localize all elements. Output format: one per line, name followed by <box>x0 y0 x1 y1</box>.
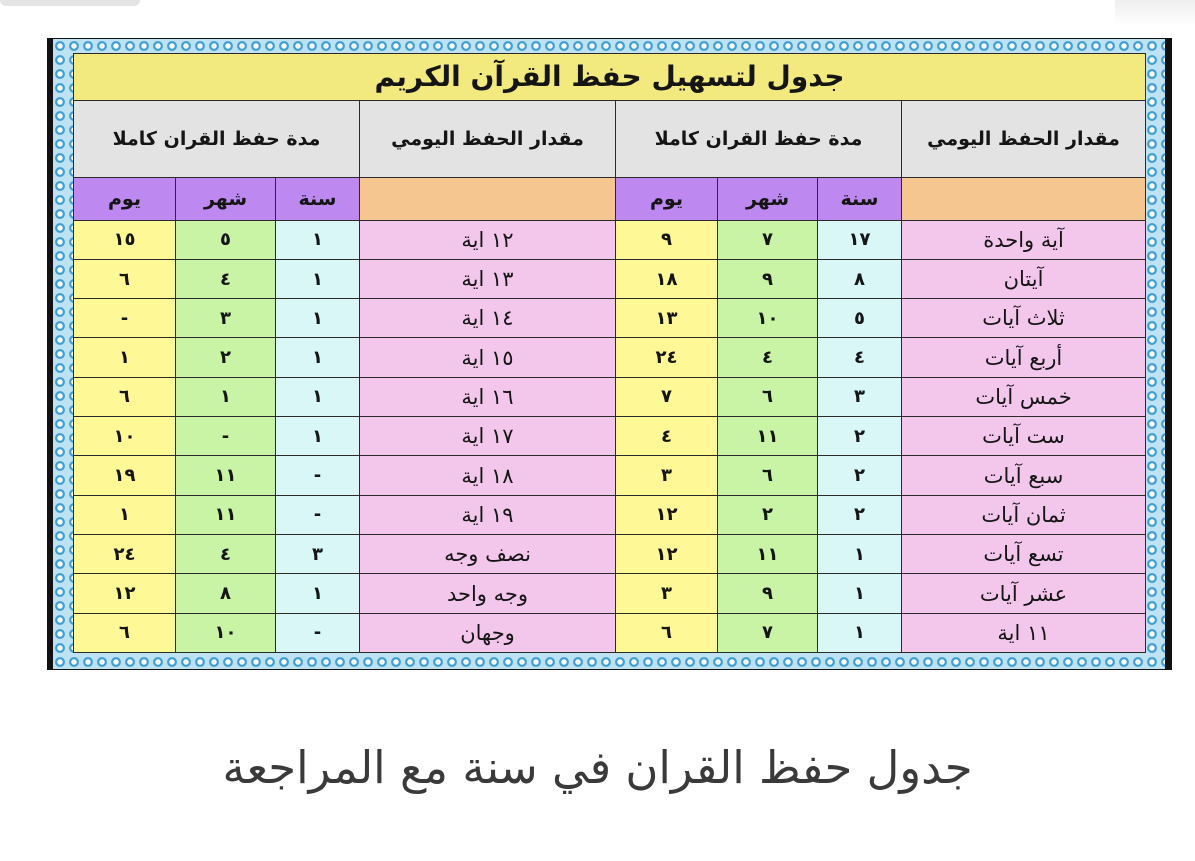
left-amount-cell: ١٦ اية <box>360 377 616 416</box>
right-year-cell: ٢ <box>818 495 902 534</box>
right-day-cell: ١٣ <box>616 299 718 338</box>
subheader-left-month: شهر <box>176 178 276 220</box>
left-day-cell: ٦ <box>74 259 176 298</box>
right-day-cell: ٣ <box>616 574 718 613</box>
right-amount-cell: تسع آيات <box>902 535 1146 574</box>
right-month-cell: ٢ <box>718 495 818 534</box>
right-year-cell: ٢ <box>818 417 902 456</box>
left-day-cell: - <box>74 299 176 338</box>
left-month-cell: - <box>176 417 276 456</box>
right-year-cell: ٨ <box>818 259 902 298</box>
left-amount-cell: ١٢ اية <box>360 220 616 259</box>
right-month-cell: ١٠ <box>718 299 818 338</box>
table-row <box>74 417 1146 456</box>
left-year-cell: ١ <box>276 574 360 613</box>
right-amount-cell: ثمان آيات <box>902 495 1146 534</box>
right-day-cell: ١٢ <box>616 535 718 574</box>
right-year-cell: ١ <box>818 535 902 574</box>
right-month-cell: ١١ <box>718 535 818 574</box>
title-row <box>74 54 1146 101</box>
left-day-cell: ١٩ <box>74 456 176 495</box>
left-year-cell: ١ <box>276 259 360 298</box>
left-month-cell: ٨ <box>176 574 276 613</box>
left-day-cell: ٦ <box>74 377 176 416</box>
left-amount-cell: وجهان <box>360 613 616 652</box>
left-year-cell: - <box>276 495 360 534</box>
right-month-cell: ٧ <box>718 220 818 259</box>
right-amount-cell: عشر آيات <box>902 574 1146 613</box>
table-row <box>74 456 1146 495</box>
right-month-cell: ٦ <box>718 456 818 495</box>
right-month-cell: ٤ <box>718 338 818 377</box>
table-row <box>74 535 1146 574</box>
left-day-cell: ١٠ <box>74 417 176 456</box>
left-day-cell: ١٥ <box>74 220 176 259</box>
left-month-cell: ١٠ <box>176 613 276 652</box>
left-month-cell: ٤ <box>176 259 276 298</box>
right-amount-cell: ست آيات <box>902 417 1146 456</box>
left-year-cell: ١ <box>276 338 360 377</box>
right-year-cell: ١ <box>818 574 902 613</box>
header-row <box>74 100 1146 178</box>
left-month-cell: ٤ <box>176 535 276 574</box>
left-year-cell: ١ <box>276 377 360 416</box>
table-row <box>74 495 1146 534</box>
right-month-cell: ٦ <box>718 377 818 416</box>
left-year-cell: ١ <box>276 220 360 259</box>
right-month-cell: ٧ <box>718 613 818 652</box>
memorization-table-area <box>73 53 1145 653</box>
left-amount-cell: ١٧ اية <box>360 417 616 456</box>
left-amount-cell: ١٤ اية <box>360 299 616 338</box>
right-month-cell: ٩ <box>718 574 818 613</box>
left-month-cell: ٢ <box>176 338 276 377</box>
subheader-left-amount-blank <box>360 178 616 220</box>
left-month-cell: ١١ <box>176 495 276 534</box>
subheader-right-day: يوم <box>616 178 718 220</box>
left-amount-cell: ١٨ اية <box>360 456 616 495</box>
table-row <box>74 613 1146 652</box>
subheader-right-amount-blank <box>902 178 1146 220</box>
top-shadow-right <box>1115 0 1195 26</box>
left-amount-cell: وجه واحد <box>360 574 616 613</box>
table-row <box>74 259 1146 298</box>
right-amount-cell: آية واحدة <box>902 220 1146 259</box>
left-day-cell: ٢٤ <box>74 535 176 574</box>
right-day-cell: ٦ <box>616 613 718 652</box>
right-day-cell: ٩ <box>616 220 718 259</box>
right-amount-cell: ١١ اية <box>902 613 1146 652</box>
right-year-cell: ٢ <box>818 456 902 495</box>
left-month-cell: ١١ <box>176 456 276 495</box>
left-year-cell: ٣ <box>276 535 360 574</box>
right-day-cell: ٤ <box>616 417 718 456</box>
left-year-cell: - <box>276 613 360 652</box>
right-day-cell: ٧ <box>616 377 718 416</box>
right-month-cell: ٩ <box>718 259 818 298</box>
header-left-duration: مدة حفظ القران كاملا <box>74 100 360 178</box>
subheader-right-year: سنة <box>818 178 902 220</box>
top-shadow-left <box>0 0 140 6</box>
right-amount-cell: خمس آيات <box>902 377 1146 416</box>
left-month-cell: ٥ <box>176 220 276 259</box>
right-amount-cell: آيتان <box>902 259 1146 298</box>
subheader-right-month: شهر <box>718 178 818 220</box>
left-year-cell: ١ <box>276 299 360 338</box>
right-year-cell: ٥ <box>818 299 902 338</box>
left-day-cell: ١ <box>74 495 176 534</box>
left-day-cell: ٦ <box>74 613 176 652</box>
subheader-left-year: سنة <box>276 178 360 220</box>
header-right-amount: مقدار الحفظ اليومي <box>902 100 1146 178</box>
table-row <box>74 299 1146 338</box>
page-top-strip <box>0 0 1195 38</box>
right-day-cell: ٣ <box>616 456 718 495</box>
right-year-cell: ٣ <box>818 377 902 416</box>
left-amount-cell: ١٩ اية <box>360 495 616 534</box>
right-year-cell: ٤ <box>818 338 902 377</box>
left-year-cell: ١ <box>276 417 360 456</box>
left-month-cell: ٣ <box>176 299 276 338</box>
left-month-cell: ١ <box>176 377 276 416</box>
right-year-cell: ١٧ <box>818 220 902 259</box>
right-day-cell: ١٢ <box>616 495 718 534</box>
table-row <box>74 377 1146 416</box>
subheader-row <box>74 178 1146 220</box>
right-amount-cell: ثلاث آيات <box>902 299 1146 338</box>
header-left-amount: مقدار الحفظ اليومي <box>360 100 616 178</box>
image-caption: جدول حفظ القران في سنة مع المراجعة <box>222 741 973 794</box>
left-amount-cell: ١٣ اية <box>360 259 616 298</box>
memorization-table <box>73 53 1146 653</box>
left-year-cell: - <box>276 456 360 495</box>
table-row <box>74 574 1146 613</box>
subheader-left-day: يوم <box>74 178 176 220</box>
right-amount-cell: أربع آيات <box>902 338 1146 377</box>
right-day-cell: ٢٤ <box>616 338 718 377</box>
left-amount-cell: نصف وجه <box>360 535 616 574</box>
table-row <box>74 220 1146 259</box>
table-row <box>74 338 1146 377</box>
left-day-cell: ١٢ <box>74 574 176 613</box>
right-amount-cell: سبع آيات <box>902 456 1146 495</box>
table-title: جدول لتسهيل حفظ القرآن الكريم <box>74 54 1146 101</box>
header-right-duration: مدة حفظ القران كاملا <box>616 100 902 178</box>
right-day-cell: ١٨ <box>616 259 718 298</box>
left-day-cell: ١ <box>74 338 176 377</box>
right-month-cell: ١١ <box>718 417 818 456</box>
left-amount-cell: ١٥ اية <box>360 338 616 377</box>
right-year-cell: ١ <box>818 613 902 652</box>
